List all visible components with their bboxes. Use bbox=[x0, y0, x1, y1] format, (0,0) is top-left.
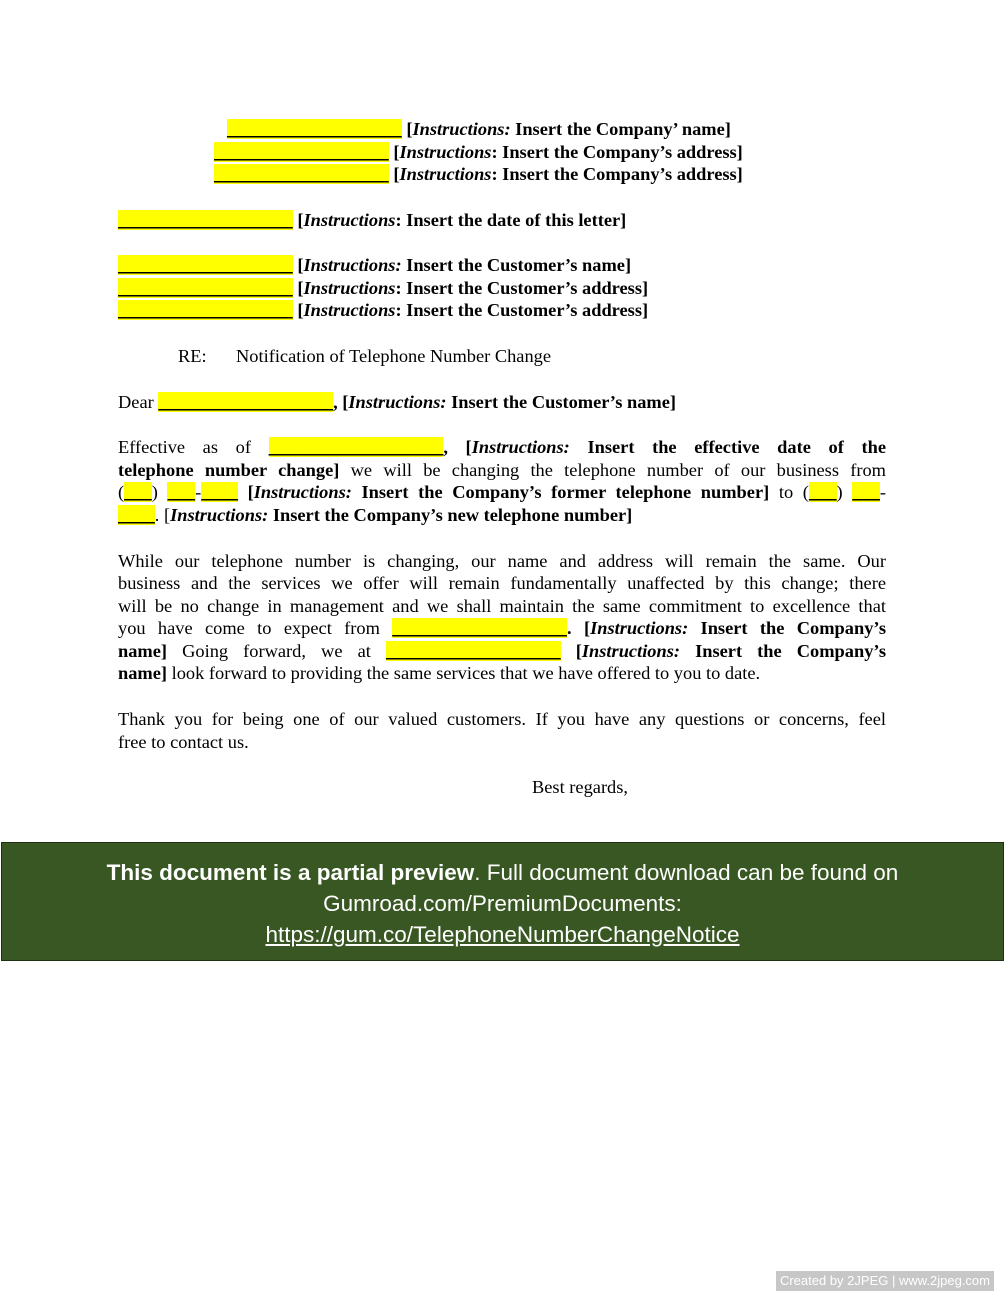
instruction-label: Instructions bbox=[303, 300, 396, 320]
para2-line5 bbox=[118, 640, 886, 663]
para1-text: to ( bbox=[769, 482, 809, 502]
para2-text: look forward to providing the same services that we have offered to you to date. bbox=[167, 663, 761, 683]
customer-address-blank-2[interactable]: ___________________ bbox=[118, 300, 293, 320]
former-prefix-blank[interactable]: ___ bbox=[167, 482, 196, 502]
company-name-blank-body-2[interactable]: ___________________ bbox=[385, 641, 561, 661]
instruction-text: Insert the Company’s bbox=[688, 618, 886, 638]
para1-line3 bbox=[118, 481, 886, 504]
company-name-blank[interactable]: ___________________ bbox=[227, 119, 402, 139]
separator: . [ bbox=[154, 505, 171, 525]
para2-line1: While our telephone number is changing, our name and address will remain the same. Our bbox=[118, 551, 886, 571]
new-line-number-blank[interactable]: ____ bbox=[118, 505, 155, 525]
date-line: ___________________ [Instructions: Insert the date of this letter] bbox=[118, 210, 627, 230]
banner-line-3 bbox=[2, 919, 1003, 950]
instruction-text: : Insert the Company’s address] bbox=[491, 142, 743, 162]
customer-name-blank[interactable]: ___________________ bbox=[118, 255, 293, 275]
paren: ( bbox=[118, 482, 125, 502]
salutation-blank[interactable]: ___________________ bbox=[158, 392, 334, 412]
instruction-label: Instructions: bbox=[412, 119, 511, 139]
separator: , [ bbox=[333, 392, 349, 412]
instruction-label: Instructions: bbox=[348, 392, 447, 412]
banner-line-2: Gumroad.com/PremiumDocuments: bbox=[323, 891, 682, 916]
new-area-code-blank[interactable]: ___ bbox=[808, 482, 837, 502]
instruction-text: Insert the Company’s former telephone number] bbox=[351, 482, 770, 502]
customer-address-line-2: ___________________ [Instructions: Insert the Customer’s address] bbox=[118, 300, 649, 320]
instruction-text: name] bbox=[118, 663, 168, 683]
customer-address-blank-1[interactable]: ___________________ bbox=[118, 278, 293, 298]
instruction-label: Instructions: bbox=[170, 505, 269, 525]
company-address-line-1: ___________________ [Instructions: Insert the Company’s address] bbox=[214, 142, 743, 162]
para1-text: we will be changing the telephone number of our business from bbox=[339, 460, 886, 480]
instruction-text: Insert the Customer’s name] bbox=[401, 255, 632, 275]
company-address-line-2: ___________________ [Instructions: Insert the Company’s address] bbox=[214, 164, 743, 184]
company-name-line: ___________________ [Instructions: Insert the Company’ name] bbox=[227, 119, 731, 139]
salutation-dear: Dear bbox=[118, 392, 154, 412]
instruction-label: Instructions bbox=[399, 142, 492, 162]
instruction-text: : Insert the date of this letter] bbox=[395, 210, 627, 230]
instruction-label: Instructions: bbox=[253, 482, 352, 502]
separator: [ bbox=[560, 641, 582, 661]
para2-text: Going forward, we at bbox=[167, 641, 371, 661]
para2-line4 bbox=[118, 617, 886, 640]
instruction-label: Instructions: bbox=[471, 437, 570, 457]
instruction-text: Insert the effective date of the bbox=[569, 437, 886, 457]
separator: , [ bbox=[443, 437, 472, 457]
instruction-text: name] bbox=[118, 641, 168, 661]
customer-name-line: ___________________ [Instructions: Insert the Customer’s name] bbox=[118, 255, 632, 275]
effective-date-blank[interactable]: ___________________ bbox=[268, 437, 444, 457]
company-name-blank-body-1[interactable]: ___________________ bbox=[392, 618, 567, 638]
salutation bbox=[118, 391, 676, 414]
para2-line6 bbox=[118, 662, 760, 685]
former-area-code-blank[interactable]: ___ bbox=[124, 482, 152, 502]
instruction-text: : Insert the Customer’s address] bbox=[395, 278, 649, 298]
preview-banner bbox=[1, 842, 1004, 961]
closing: Best regards, bbox=[532, 777, 629, 797]
para2-line3: will be no change in management and we shall maintain the same commitment to excellence that bbox=[118, 596, 886, 616]
instruction-label: Instructions: bbox=[590, 618, 689, 638]
customer-address-line-1: ___________________ [Instructions: Insert the Customer’s address] bbox=[118, 278, 649, 298]
separator: [ bbox=[237, 482, 254, 502]
download-link[interactable]: https://gum.co/TelephoneNumberChangeNotice bbox=[265, 922, 740, 947]
instruction-label: Instructions bbox=[303, 210, 396, 230]
banner-line-1 bbox=[2, 857, 1003, 888]
watermark: Created by 2JPEG | www.2jpeg.com bbox=[776, 1271, 994, 1291]
paren: ) bbox=[151, 482, 168, 502]
former-line-number-blank[interactable]: ____ bbox=[201, 482, 238, 502]
para1-line1 bbox=[118, 436, 886, 459]
para3-line1: Thank you for being one of our valued customers. If you have any questions or concerns, feel bbox=[118, 709, 886, 729]
re-label: RE: bbox=[178, 346, 207, 366]
new-prefix-blank[interactable]: ___ bbox=[852, 482, 880, 502]
company-address-blank-1[interactable]: ___________________ bbox=[214, 142, 389, 162]
instruction-text: : Insert the Company’s address] bbox=[491, 164, 743, 184]
banner-bold-text: This document is a partial preview bbox=[106, 860, 475, 885]
instruction-text: Insert the Company’s new telephone number] bbox=[268, 505, 633, 525]
instruction-text: telephone number change] bbox=[118, 460, 340, 480]
paren: ) bbox=[836, 482, 853, 502]
banner-text: . Full document download can be found on bbox=[474, 860, 899, 885]
instruction-text: : Insert the Customer’s address] bbox=[395, 300, 649, 320]
instruction-label: Instructions: bbox=[581, 641, 681, 661]
instruction-text: Insert the Company’s bbox=[680, 641, 887, 661]
dash: - bbox=[195, 482, 202, 502]
para2-line2: business and the services we offer will remain fundamentally unaffected by this change; there bbox=[118, 573, 886, 593]
re-subject: Notification of Telephone Number Change bbox=[236, 346, 552, 366]
instruction-label: Instructions bbox=[303, 278, 396, 298]
para1-line2 bbox=[118, 459, 886, 482]
para3-line2: free to contact us. bbox=[118, 732, 249, 752]
company-address-blank-2[interactable]: ___________________ bbox=[214, 164, 389, 184]
dash: - bbox=[879, 482, 887, 502]
date-blank[interactable]: ___________________ bbox=[118, 210, 293, 230]
instruction-label: Instructions bbox=[399, 164, 492, 184]
instruction-label: Instructions: bbox=[303, 255, 402, 275]
para2-text: you have come to expect from bbox=[118, 618, 380, 638]
instruction-text: Insert the Company’ name] bbox=[510, 119, 731, 139]
instruction-text: Insert the Customer’s name] bbox=[446, 392, 677, 412]
separator: . [ bbox=[567, 618, 591, 638]
para1-line4 bbox=[118, 504, 632, 527]
para1-text: Effective as of bbox=[118, 437, 251, 457]
